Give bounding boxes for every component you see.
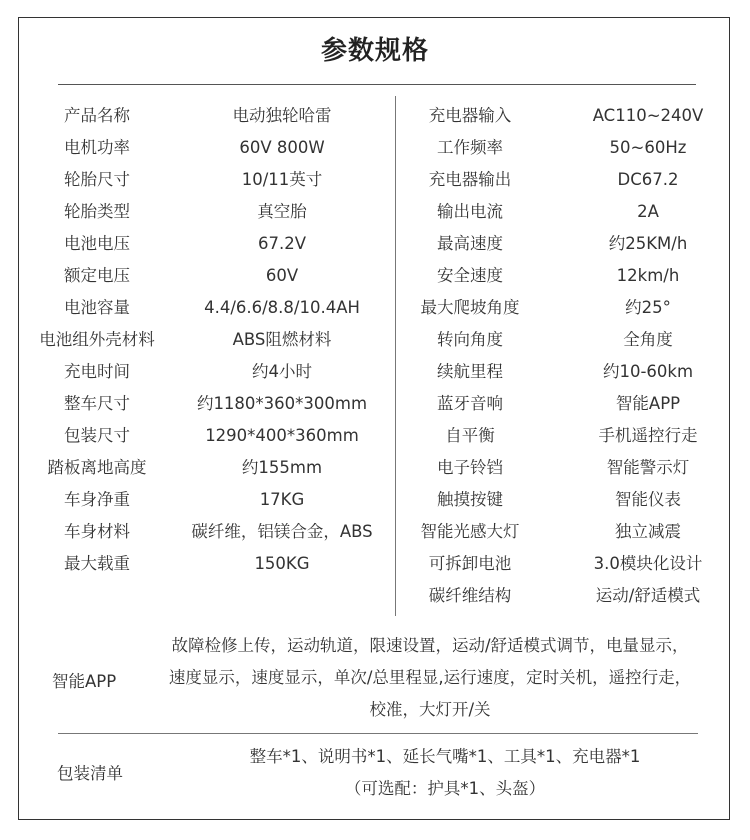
- spec-label: 蓝牙音响: [437, 394, 503, 413]
- spec-value: 全角度: [623, 330, 673, 349]
- spec-label: 电池组外壳材料: [39, 330, 155, 349]
- spec-value: 60V 800W: [239, 138, 325, 157]
- spec-value: 2A: [637, 202, 659, 221]
- spec-label: 续航里程: [437, 362, 503, 381]
- spec-label: 车身材料: [64, 522, 130, 541]
- page-title: 参数规格: [320, 36, 429, 66]
- spec-row: [0, 580, 750, 612]
- app-features-line: 速度显示，速度显示，单次/总里程显,运行速度，定时关机，遥控行走，: [168, 668, 692, 687]
- app-features-label: 智能APP: [52, 672, 117, 691]
- spec-row: [0, 388, 750, 420]
- spec-value: 独立减震: [615, 522, 681, 541]
- spec-label: 转向角度: [437, 330, 503, 349]
- app-features-line: 校准，大灯开/关: [369, 700, 491, 719]
- spec-label: 电池电压: [64, 234, 130, 253]
- spec-value: DC67.2: [617, 170, 679, 189]
- spec-row: [0, 356, 750, 388]
- spec-label: 最高速度: [437, 234, 503, 253]
- spec-value: 17KG: [259, 490, 305, 509]
- spec-label: 整车尺寸: [64, 394, 130, 413]
- spec-label: 轮胎尺寸: [64, 170, 130, 189]
- spec-label: 包装尺寸: [64, 426, 130, 445]
- spec-value: 真空胎: [257, 202, 307, 221]
- spec-row: [0, 548, 750, 580]
- spec-row: [0, 420, 750, 452]
- spec-value: 约10-60km: [602, 362, 694, 381]
- app-features-line: 故障检修上传，运动轨道，限速设置，运动/舒适模式调节，电量显示，: [171, 636, 689, 655]
- spec-label: 车身净重: [64, 490, 130, 509]
- spec-label: 产品名称: [64, 106, 130, 125]
- spec-label: 电机功率: [64, 138, 130, 157]
- spec-label: 充电时间: [64, 362, 130, 381]
- spec-label: 充电器输入: [428, 106, 512, 125]
- spec-label: 工作频率: [437, 138, 503, 157]
- spec-value: 60V: [265, 266, 299, 285]
- spec-label: 充电器输出: [428, 170, 512, 189]
- spec-value: 智能警示灯: [606, 458, 690, 477]
- spec-value: 运动/舒适模式: [595, 586, 701, 605]
- spec-label: 最大爬坡角度: [420, 298, 520, 317]
- spec-row: [0, 292, 750, 324]
- spec-row: [0, 228, 750, 260]
- spec-value: 67.2V: [257, 234, 307, 253]
- spec-value: 50~60Hz: [609, 138, 687, 157]
- spec-value: 手机遥控行走: [598, 426, 698, 445]
- spec-label: 碳纤维结构: [428, 586, 512, 605]
- spec-row: [0, 516, 750, 548]
- spec-value: 150KG: [254, 554, 310, 573]
- spec-value: 约4小时: [252, 362, 312, 381]
- spec-label: 踏板离地高度: [47, 458, 147, 477]
- section-divider: [58, 733, 698, 734]
- spec-value: 12km/h: [616, 266, 680, 285]
- spec-label: 最大载重: [64, 554, 130, 573]
- spec-label: 智能光感大灯: [420, 522, 520, 541]
- package-list-label: 包装清单: [57, 764, 123, 783]
- spec-value: 约155mm: [241, 458, 323, 477]
- spec-value: 1290*400*360mm: [205, 426, 359, 445]
- spec-value: 10/11英寸: [241, 170, 323, 189]
- spec-label: 额定电压: [64, 266, 130, 285]
- spec-row: [0, 164, 750, 196]
- spec-value: 3.0模块化设计: [593, 554, 703, 573]
- app-features: [0, 630, 750, 730]
- spec-label: 电池容量: [64, 298, 130, 317]
- spec-row: [0, 452, 750, 484]
- spec-row: [0, 484, 750, 516]
- spec-value: 约25KM/h: [608, 234, 688, 253]
- spec-label: 输出电流: [437, 202, 503, 221]
- spec-row: [0, 260, 750, 292]
- spec-row: [0, 100, 750, 132]
- spec-value: 4.4/6.6/8.8/10.4AH: [204, 298, 360, 317]
- spec-label: 可拆卸电池: [428, 554, 512, 573]
- spec-row: [0, 196, 750, 228]
- spec-label: 轮胎类型: [64, 202, 130, 221]
- spec-value: 约1180*360*300mm: [196, 394, 368, 413]
- spec-value: 智能仪表: [615, 490, 681, 509]
- package-list-line: 整车*1、说明书*1、延长气嘴*1、工具*1、充电器*1: [249, 747, 641, 766]
- spec-value: 约25°: [625, 298, 671, 317]
- spec-label: 触摸按键: [437, 490, 503, 509]
- spec-value: 智能APP: [615, 394, 681, 413]
- spec-label: 自平衡: [445, 426, 495, 445]
- spec-value: AC110~240V: [592, 106, 704, 125]
- spec-label: 安全速度: [437, 266, 503, 285]
- spec-value: ABS阻燃材料: [232, 330, 332, 349]
- spec-row: [0, 324, 750, 356]
- spec-value: 电动独轮哈雷: [232, 106, 332, 125]
- spec-row: [0, 132, 750, 164]
- spec-value: 碳纤维，铝镁合金，ABS: [191, 522, 373, 541]
- spec-label: 电子铃铛: [437, 458, 503, 477]
- package-list-line: （可选配：护具*1、头盔）: [344, 779, 546, 798]
